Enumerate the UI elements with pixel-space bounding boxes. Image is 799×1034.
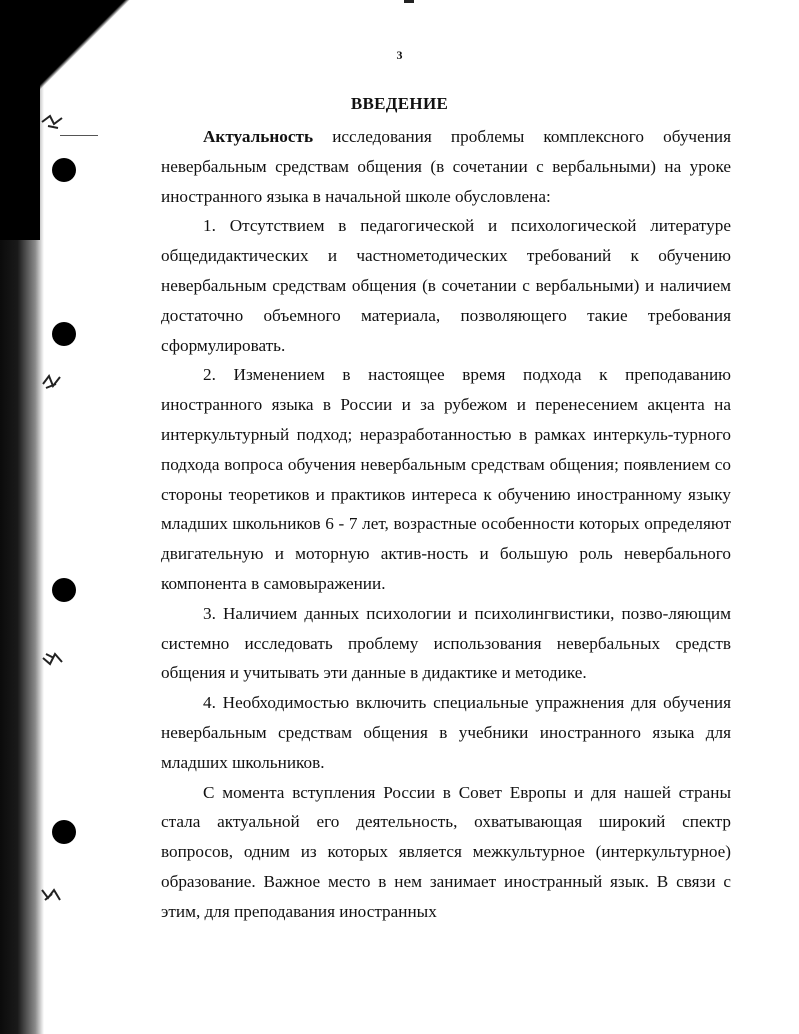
binder-clip-mark-icon xyxy=(40,884,66,904)
page-number: 3 xyxy=(396,48,403,62)
document-body xyxy=(161,122,731,927)
closing-paragraph: С момента вступления России в Совет Европы и для нашей страны стала актуальной его деятельность, охватывающая широкий спектр вопросов, одним из которых является межкультурное (интеркультурное) образование. Важное место в нем занимает иностранный язык. В связи с этим, для преподавания иностранных xyxy=(161,782,731,921)
punch-hole-icon xyxy=(52,322,76,346)
list-item-1: 1. Отсутствием в педагогической и психологической литературе общедидактических и частнометодических требований к обучению невербальным средствам общения (в сочетании с вербальными) и наличием достаточно объемного материала, позволяющего такие требования сформулировать. xyxy=(161,216,731,355)
intro-paragraph xyxy=(161,122,731,211)
binder-clip-mark-icon xyxy=(40,650,66,670)
list-item-4: 4. Необходимостью включить специальные упражнения для обучения невербальным средствам общения в учебники иностранного языка для младших школьников. xyxy=(161,693,731,772)
scan-margin-line xyxy=(60,135,98,136)
list-item-2: 2. Изменением в настоящее время подхода к преподаванию иностранного языка в России и за рубежом и перенесением акцента на интеркультурный подход; неразработанностью в рамках интеркуль-турного подхода вопроса обучения невербальным средствам общения; появлением со стороны теоретиков и практиков интереса к обучению иностранному языку младших школьников 6 - 7 лет, возрастные особенности которых определяют двигательную и моторную актив-ность и большую роль невербального компонента в самовыражении. xyxy=(161,365,731,593)
list-item-3: 3. Наличием данных психологии и психолингвистики, позво-ляющим системно исследовать проблему использования невербальных средств общения и учитывать эти данные в дидактике и методике. xyxy=(161,603,731,683)
intro-lead-bold: Актуальность xyxy=(203,127,314,146)
binder-clip-mark-icon xyxy=(40,112,66,132)
page-title: ВВЕДЕНИЕ xyxy=(350,94,449,113)
binder-clip-mark-icon xyxy=(40,372,66,392)
punch-hole-icon xyxy=(52,578,76,602)
punch-hole-icon xyxy=(52,158,76,182)
intro-lead-text: исследования проблемы комплексного обучения невербальным средствам общения (в сочетании с вербальными) на уроке иностранного языка в начальной школе обусловлена: xyxy=(161,127,731,206)
punch-hole-icon xyxy=(52,820,76,844)
scan-top-mark xyxy=(404,0,414,3)
